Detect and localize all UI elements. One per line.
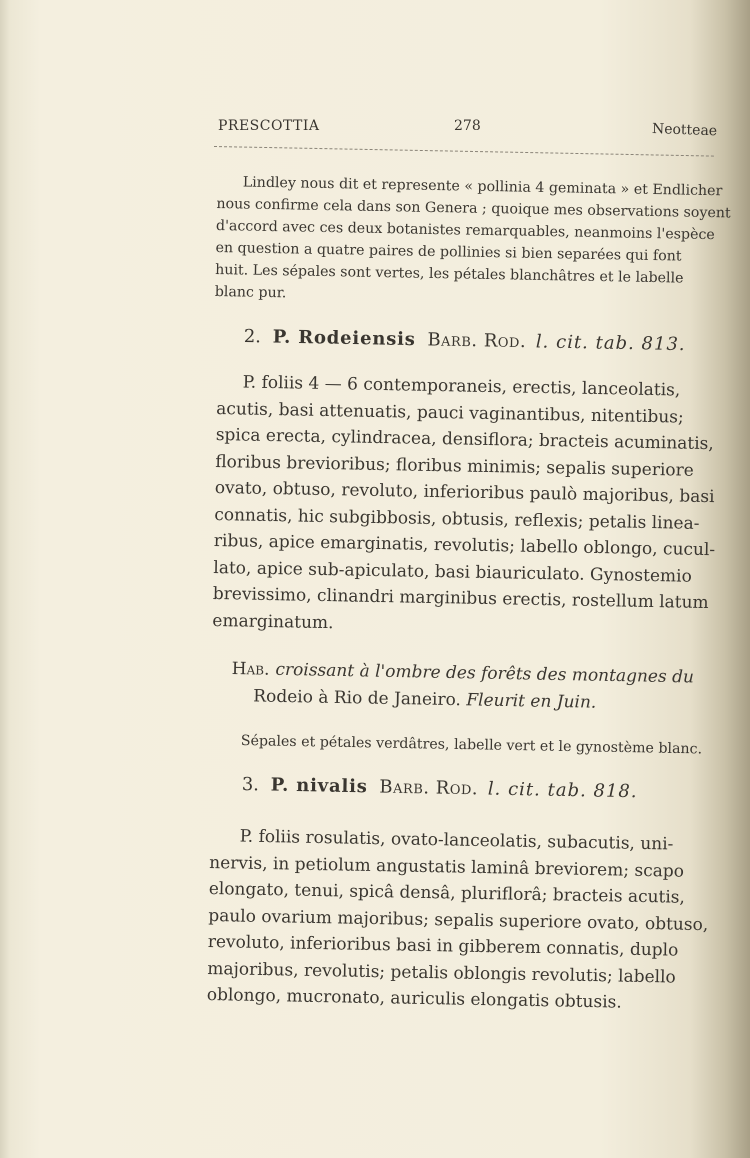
species-name: P. Rodeiensis [272,326,416,351]
description-line: nervis, in petiolum angustatis laminâ breviorem; scapo [209,852,685,882]
habitat-label: Hab. [231,658,270,680]
intro-line: en question a quatre paires de pollinies si bien separées qui font [215,239,682,265]
header-tribe: Neotteae [651,121,718,140]
page-number: 278 [454,118,481,134]
species-authority: Barb. Rod. [379,776,479,800]
description-line: brevissimo, clinandri marginibus erectis, rostellum latum [212,583,709,614]
species-3-description [207,823,710,1018]
species-name: P. nivalis [270,774,368,798]
species-number: 3. [241,774,260,796]
description-line: lato, apice sub-apiculato, basi biauriculato. Gynostemio [213,557,692,587]
description-line: majoribus, revolutis; petalis oblongis revolutis; labello [207,958,676,988]
intro-line: Lindley nous dit et represente « pollinia 4 geminata » et Endlicher [242,174,723,200]
description-line: paulo ovarium majoribus; sepalis superiore ovato, obtuso, [208,905,709,935]
intro-line: d'accord avec ces deux botanistes remarquables, neanmoins l'espèce [215,217,715,244]
description-line: P. foliis 4 — 6 contemporaneis, erectis, lanceolatis, [242,372,681,401]
species-3-heading [242,774,638,802]
intro-paragraph [214,171,731,312]
species-citation: l. cit. tab. 818. [487,778,638,803]
description-line: emarginatum. [212,610,334,633]
description-line: revoluto, inferioribus basi in gibberem connatis, duplo [207,931,679,961]
species-2-description [212,369,716,643]
species-2-heading [244,326,686,355]
description-line: ribus, apice emarginatis, revolutis; labello oblongo, cucul- [213,530,716,561]
header-rule [214,146,714,157]
intro-line: blanc pur. [214,283,287,302]
species-2-note [241,730,736,761]
intro-line: nous confirme cela dans son Genera ; quoique mes observations soyent [216,195,731,222]
species-number: 2. [243,326,262,348]
description-line: elongato, tenui, spicâ densâ, pluriflorâ; bracteis acutis, [208,878,686,908]
description-line: floribus brevioribus; floribus minimis; sepalis superiore [215,451,694,481]
habitat-locality: Rodeio à Rio de Janeiro. [253,685,462,710]
species-2-habitat [231,656,727,718]
note-line: Sépales et pétales verdâtres, labelle vert et le gynostème blanc. [240,732,703,758]
description-line: P. foliis rosulatis, ovato-lanceolatis, subacutis, uni- [239,826,674,855]
header-genus: PRESCOTTIA [218,118,320,134]
habitat-text: croissant à l'ombre des forêts des montagnes du [275,659,695,688]
species-citation: l. cit. tab. 813. [535,331,686,356]
description-line: oblongo, mucronato, auriculis elongatis obtusis. [206,984,622,1013]
description-line: acutis, basi attenuatis, pauci vaginantibus, nitentibus; [216,398,684,428]
description-line: ovato, obtuso, revoluto, inferioribus paulò majoribus, basi [214,477,715,508]
intro-line: huit. Les sépales sont vertes, les pétales blanchâtres et le labelle [215,261,684,287]
description-line: connatis, hic subgibbosis, obtusis, reflexis; petalis linea- [214,504,700,534]
species-authority: Barb. Rod. [427,329,527,353]
habitat-flowering: Fleurit en Juin. [466,689,597,713]
description-line: spica erecta, cylindracea, densiflora; bracteis acuminatis, [215,424,714,455]
running-header [0,114,750,138]
